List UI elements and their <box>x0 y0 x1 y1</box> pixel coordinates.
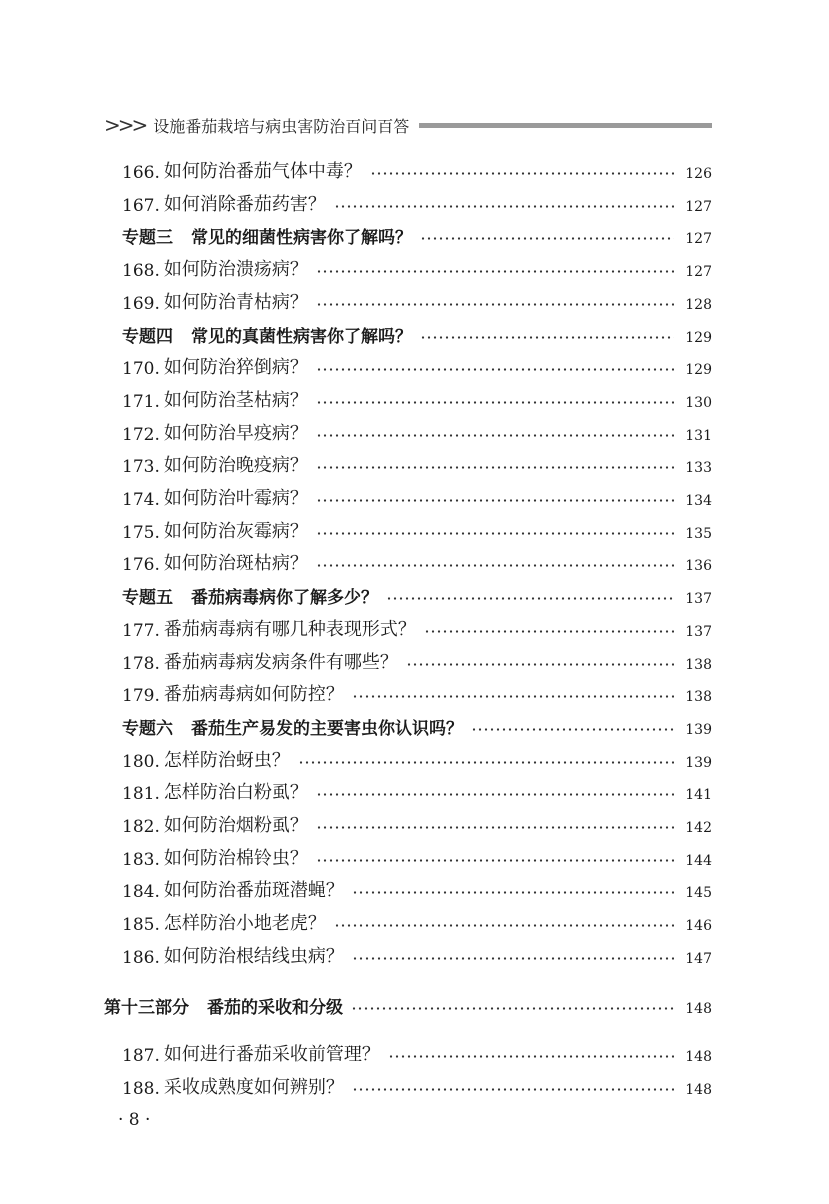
dot-leader <box>352 957 674 960</box>
dot-leader <box>406 663 674 666</box>
chevron-right-icon: >>> <box>104 113 146 137</box>
toc-entry-page: 138 <box>685 689 712 706</box>
toc-entry-page: 133 <box>685 460 712 477</box>
dot-leader <box>316 466 674 469</box>
toc-entry-title: 如何防治猝倒病？ <box>163 357 308 379</box>
toc-entry-title: 常见的细菌性病害你了解吗？ <box>191 228 412 249</box>
toc-entry[interactable] <box>122 938 712 968</box>
dot-leader <box>316 499 674 502</box>
toc-entry-title: 如何防治棉铃虫？ <box>163 847 308 869</box>
toc-entry-page: 141 <box>685 787 712 804</box>
toc-entry-title: 番茄病毒病有哪几种表现形式？ <box>163 618 416 640</box>
dot-leader <box>420 237 674 240</box>
toc-entry-title: 如何防治早疫病？ <box>163 422 308 444</box>
toc-entry-title: 如何防治青枯病？ <box>163 291 308 313</box>
dot-leader <box>334 924 674 927</box>
toc-entry[interactable] <box>122 1069 712 1099</box>
toc-entry[interactable] <box>122 513 712 543</box>
toc-entry-title: 如何消除番茄药害？ <box>163 193 326 215</box>
header-rule <box>419 123 712 128</box>
dot-leader <box>316 859 674 862</box>
dot-leader <box>316 270 674 273</box>
toc-entry[interactable] <box>122 840 712 870</box>
toc-entry-title: 如何防治叶霉病？ <box>163 488 308 509</box>
toc-entry-title: 怎样防治小地老虎？ <box>163 913 326 935</box>
toc-entry-page: 131 <box>685 427 712 444</box>
toc-entry-number: 183. <box>122 849 160 870</box>
toc-topic-heading[interactable] <box>122 317 712 347</box>
toc-entry-number: 171. <box>122 391 160 412</box>
dot-leader <box>352 695 674 698</box>
toc-entry[interactable] <box>122 676 712 706</box>
toc-entry-number: 188. <box>122 1078 160 1099</box>
toc-entry[interactable] <box>122 349 712 379</box>
toc-entry-page: 137 <box>685 591 712 608</box>
toc-entry-page: 144 <box>685 852 712 869</box>
toc-entry-number: 187. <box>122 1046 160 1067</box>
dot-leader <box>424 630 674 633</box>
toc-entry-number: 178. <box>122 653 160 674</box>
dot-leader <box>316 401 674 404</box>
toc-entry-title: 如何防治烟粉虱？ <box>163 815 308 836</box>
toc-entry[interactable] <box>122 1036 712 1066</box>
toc-entry-title: 如何防治番茄气体中毒？ <box>163 161 362 182</box>
toc-entry[interactable] <box>122 774 712 804</box>
toc-entry-title: 如何防治灰霉病？ <box>163 520 308 542</box>
dot-leader <box>334 205 674 208</box>
toc-entry[interactable] <box>122 611 712 641</box>
toc-entry-title: 如何防治晚疫病？ <box>163 455 308 477</box>
dot-leader <box>471 728 674 731</box>
dot-leader <box>316 303 674 306</box>
toc-entry-title: 番茄病毒病你了解多少？ <box>191 588 378 609</box>
toc-entry-number: 180. <box>122 751 160 772</box>
toc-entry-page: 129 <box>685 362 712 379</box>
toc-entry-number: 专题六 <box>122 718 173 739</box>
toc-entry-page: 135 <box>685 525 712 542</box>
dot-leader <box>316 564 674 567</box>
toc-entry[interactable] <box>122 644 712 674</box>
toc-entry-page: 138 <box>685 656 712 673</box>
toc-entry-number: 184. <box>122 882 160 903</box>
dot-leader <box>316 532 674 535</box>
toc-entry-title: 番茄生产易发的主要害虫你认识吗？ <box>191 718 463 739</box>
toc-entry-number: 174. <box>122 490 160 510</box>
dot-leader <box>420 336 674 339</box>
toc-entry-title: 采收成熟度如何辨别？ <box>163 1076 344 1098</box>
toc-entry-page: 127 <box>685 264 712 281</box>
toc-entry-page: 148 <box>685 1081 712 1098</box>
toc-entry-number: 181. <box>122 784 160 805</box>
toc-entry-title: 如何防治番茄斑潜蝇？ <box>163 880 344 902</box>
toc-entry-title: 番茄的采收和分级 <box>207 997 343 1018</box>
toc-entry-title: 怎样防治蚜虫？ <box>163 749 290 771</box>
dot-leader <box>298 761 674 764</box>
toc-entry-page: 145 <box>685 885 712 902</box>
toc-entry[interactable] <box>122 545 712 575</box>
toc-entry-number: 专题五 <box>122 588 173 609</box>
toc-entry-page: 147 <box>685 950 712 967</box>
toc-entry[interactable] <box>122 251 712 281</box>
toc-entry-number: 167. <box>122 195 160 216</box>
toc-entry-page: 137 <box>685 623 712 640</box>
toc-entry-page: 146 <box>685 918 712 935</box>
toc-entry-title: 如何防治根结线虫病？ <box>163 945 344 967</box>
book-title: 设施番茄栽培与病虫害防治百问百答 <box>153 116 410 136</box>
running-header <box>104 113 712 137</box>
toc-entry-number: 166. <box>122 163 160 183</box>
toc-entry[interactable] <box>122 905 712 935</box>
toc-entry-page: 128 <box>685 296 712 313</box>
toc-entry-page: 136 <box>685 558 712 575</box>
toc-topic-heading[interactable] <box>122 218 712 248</box>
toc-part-heading[interactable] <box>104 988 712 1018</box>
toc-entry[interactable] <box>122 382 712 412</box>
dot-leader <box>316 434 674 437</box>
toc-entry[interactable] <box>122 447 712 477</box>
toc-entry-number: 179. <box>122 686 160 707</box>
page-number: · 8 · <box>118 1110 151 1130</box>
toc-topic-heading[interactable] <box>122 578 712 608</box>
toc-entry-page: 130 <box>685 394 712 411</box>
toc-topic-heading[interactable] <box>122 709 712 739</box>
dot-leader <box>351 1007 674 1010</box>
toc-entry-number: 170. <box>122 359 160 380</box>
toc-entry-number: 第十三部分 <box>104 997 189 1018</box>
toc-entry[interactable] <box>122 153 712 183</box>
toc-entry[interactable] <box>122 186 712 216</box>
toc-entry-page: 127 <box>685 198 712 215</box>
toc-entry-page: 142 <box>685 820 712 836</box>
dot-leader <box>388 1055 674 1058</box>
dot-leader <box>316 793 674 796</box>
toc-entry-page: 134 <box>685 493 712 509</box>
toc-entry[interactable] <box>122 284 712 314</box>
dot-leader <box>352 891 674 894</box>
dot-leader <box>370 172 674 175</box>
toc-entry-number: 182. <box>122 817 160 837</box>
dot-leader <box>316 368 674 371</box>
toc-entry-title: 如何防治茎枯病？ <box>163 389 308 411</box>
toc-entry-number: 186. <box>122 947 160 968</box>
toc-entry-number: 185. <box>122 915 160 936</box>
dot-leader <box>352 1088 674 1091</box>
toc-entry[interactable] <box>122 807 712 837</box>
toc-entry-number: 专题四 <box>122 326 173 347</box>
toc-entry-page: 148 <box>685 1000 712 1017</box>
toc-entry-title: 番茄病毒病如何防控？ <box>163 684 344 706</box>
dot-leader <box>386 597 674 600</box>
toc-entry-page: 139 <box>685 754 712 771</box>
toc-entry[interactable] <box>122 480 712 510</box>
toc-entry-number: 172. <box>122 424 160 445</box>
toc-entry-page: 129 <box>685 329 712 346</box>
toc-entry-title: 如何防治溃疡病？ <box>163 259 308 281</box>
toc-entry-page: 139 <box>685 721 712 738</box>
toc-entry-page: 127 <box>685 231 712 248</box>
toc-entry-title: 常见的真菌性病害你了解吗？ <box>191 326 412 347</box>
toc-entry-number: 168. <box>122 261 160 282</box>
toc-entry-number: 173. <box>122 457 160 478</box>
toc-entry-number: 175. <box>122 522 160 543</box>
toc-entry-number: 177. <box>122 620 160 641</box>
toc-entry-title: 怎样防治白粉虱？ <box>163 782 308 804</box>
toc-entry-page: 126 <box>685 166 712 182</box>
toc-entry-title: 番茄病毒病发病条件有哪些？ <box>163 651 398 673</box>
toc-entry[interactable] <box>122 872 712 902</box>
toc-entry[interactable] <box>122 415 712 445</box>
toc-entry-title: 如何进行番茄采收前管理？ <box>163 1044 380 1066</box>
toc-entry-page: 148 <box>685 1049 712 1066</box>
toc-entry-number: 专题三 <box>122 228 173 249</box>
toc-entry-number: 176. <box>122 555 160 576</box>
toc-entry-number: 169. <box>122 293 160 314</box>
toc-entry-title: 如何防治斑枯病？ <box>163 553 308 575</box>
toc-entry[interactable] <box>122 742 712 772</box>
dot-leader <box>316 826 674 829</box>
